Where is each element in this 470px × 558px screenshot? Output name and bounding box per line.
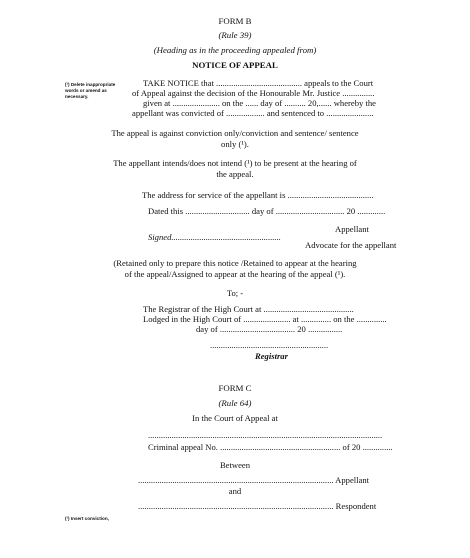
take-notice-line-2: of Appeal against the decision of the Honourable Mr. Justice ............... <box>132 88 375 98</box>
take-notice-line-4: appellant was convicted of .................. and sentenced to ...................... <box>132 108 374 118</box>
appellant-line: ........................................................................................... Appellant <box>138 475 370 485</box>
form-b-subheading: (Heading as in the proceeding appealed from) <box>153 45 317 55</box>
form-c-rule: (Rule 64) <box>218 398 252 408</box>
registrar-signature-line: ....................................................... <box>210 340 329 350</box>
registrar-line-2: Lodged in the High Court of ...................... at .............. on the .............. <box>143 314 387 324</box>
form-b-rule: (Rule 39) <box>218 30 252 40</box>
take-notice-line-3: given at ...................... on the ...... day of .......... 20,...... whereby the <box>143 98 376 108</box>
dated-line: Dated this .............................. day of ................................ 20 ............. <box>148 206 386 216</box>
court-location-dots: ............................................................................................................. <box>148 430 383 440</box>
registrar-line-1: The Registrar of the High Court at .......................................... <box>143 304 354 314</box>
intends-line-1: The appellant intends/does not intend (¹) to be present at the hearing of <box>113 158 357 168</box>
registrar-label: Registrar <box>255 351 288 361</box>
retained-line-2: of the appeal/Assigned to appear at the hearing of the appeal (¹). <box>124 269 346 279</box>
intends-line-2: the appeal. <box>216 169 254 179</box>
advocate-label: Advocate for the appellant <box>305 240 397 250</box>
appeal-against-line-1: The appeal is against conviction only/conviction and sentence/ sentence <box>111 128 359 138</box>
form-b-heading: FORM B <box>218 16 252 26</box>
side-note-line-1: (¹) Delete inappropriate <box>65 82 116 87</box>
retained-line-1: (Retained only to prepare this notice /Retained to appear at the hearing <box>113 258 357 268</box>
respondent-line: ........................................................................................... Respondent <box>138 501 377 511</box>
appeal-against-line-2: only (¹). <box>221 139 249 149</box>
appellant-label: Appellant <box>335 224 369 234</box>
criminal-appeal-line: Criminal appeal No. ........................................................ of 20 .............. <box>148 442 393 452</box>
between-label: Between <box>219 460 251 470</box>
footnote-insert-conviction: (¹) Insert conviction, <box>65 516 109 521</box>
court-of-appeal-line: In the Court of Appeal at <box>192 413 278 423</box>
side-note-line-2: words or amend as <box>65 88 107 93</box>
form-c-heading: FORM C <box>218 383 252 393</box>
side-note-line-3: necessary. <box>65 94 89 99</box>
and-label: and <box>228 486 242 496</box>
registrar-line-3: day of ................................... 20 ................ <box>196 324 343 334</box>
service-address-line: The address for service of the appellant is ........................................ <box>142 190 374 200</box>
signed-line: Signed................................................... <box>148 232 281 242</box>
take-notice-line-1: TAKE NOTICE that ........................................ appeals to the Court <box>143 78 374 88</box>
to-label: To; - <box>226 288 244 298</box>
notice-of-appeal-title: NOTICE OF APPEAL <box>192 60 278 70</box>
